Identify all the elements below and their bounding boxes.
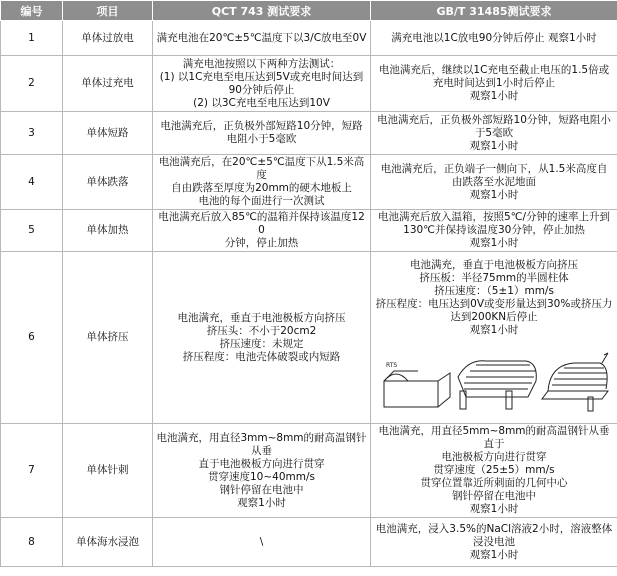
table-row [1,56,617,112]
requirement-line: 观察1小时 [469,188,519,201]
header-item: 项目 [63,1,153,21]
requirement-line: 挤压程度：电压达到0V或变形量达到30%或挤压力 [375,297,613,310]
requirement-line: 电池满充，浸入3.5%的NaCl溶液2小时，溶液整体 [375,522,613,535]
requirement-line: 观察1小时 [469,548,519,561]
requirement-line: 钢针停留在电池中 [452,490,536,502]
requirement-line: 电池的每个面进行一次测试 [198,195,325,207]
test-item-name: 单体加热 [63,210,153,252]
requirement-line: 挤压板：半径75mm的半圆柱体 [419,271,569,284]
requirement-line: 电池满充，垂直于电池极板方向挤压 [410,258,578,271]
requirement-line: 贯穿位置靠近所刺面的几何中心 [420,477,568,489]
requirement-line: 电阻小于5毫欧 [226,133,297,145]
requirement-line: 观察1小时 [469,237,519,249]
requirement-line: 挤压头：不小于20cm2 [206,324,317,337]
gbt-requirement [371,112,617,155]
gbt-requirement [371,210,617,252]
requirement-line: 由跌落至水泥地面 [452,175,536,188]
requirement-line: 自由跌落至厚度为20mm的硬木地板上 [171,182,352,194]
requirement-line: \ [259,535,264,548]
table-body [1,21,617,567]
requirement-line: 分钟，停止加热 [224,237,299,249]
requirement-line: 电池满充后，在20℃±5℃温度下从1.5米高度 [158,156,365,181]
requirement-line: 达到200KN后停止 [450,310,538,323]
table-row [1,424,617,518]
requirement-line: 130℃并保持该温度30分钟，停止加热 [403,224,585,236]
row-number: 8 [1,518,63,567]
gbt-requirement [371,21,617,56]
requirement-line: 满充电池在20℃±5℃温度下以3/C放电至0V [156,31,367,44]
table-row [1,21,617,56]
gbt-requirement [371,424,617,518]
table-row [1,518,617,567]
header-no: 编号 [1,1,63,21]
requirement-line: 电池极板方向进行贯穿 [441,451,547,463]
table-row [1,155,617,210]
requirement-line: 电池满充后，正负端子一侧向下，从1.5米高度自 [380,162,608,175]
requirement-line: 浸没电池 [473,535,515,548]
gbt-requirement [371,518,617,567]
requirement-line: 挤压速度：（5±1）mm/s [434,284,554,297]
requirement-line: 观察1小时 [469,90,519,102]
row-number: 4 [1,155,63,210]
requirement-line: 电池满充后，正负极外部短路10分钟，短路 [160,120,363,132]
test-item-name: 单体过充电 [63,56,153,112]
test-item-name: 单体挤压 [63,252,153,424]
table-row [1,252,617,424]
requirement-line: 贯穿速度10~40mm/s [208,470,315,483]
requirement-line: (2) 以3C充电至电压达到10V [193,96,330,109]
test-item-name: 单体跌落 [63,155,153,210]
requirement-line: 电池满充后，正负极外部短路10分钟，短路电阻小 [377,113,611,126]
test-item-name: 单体针刺 [63,424,153,518]
requirement-line: 电池满充后放入温箱，按照5℃/分钟的速率上升到 [377,211,610,223]
qct-requirement [153,155,371,210]
gbt-requirement [371,56,617,112]
requirement-line: 充电时间达到1小时后停止 [432,77,556,89]
requirement-line: 观察1小时 [469,503,519,515]
requirement-line: 观察1小时 [237,496,286,509]
crush-test-illustration [378,341,610,413]
requirement-line: 电池满充后放入85℃的温箱并保持该温度120 [158,211,365,236]
qct-requirement [153,21,371,56]
test-item-name: 单体海水浸泡 [63,518,153,567]
qct-requirement [153,424,371,518]
gbt-requirement [371,252,617,424]
requirement-line: 满充电池以1C放电90分钟后停止 观察1小时 [391,31,597,44]
table-header-row [1,1,617,21]
requirement-line: 贯穿速度（25±5）mm/s [433,464,555,476]
header-gbt: GB/T 31485测试要求 [371,1,617,21]
requirement-line: 挤压程度：电池壳体破裂或内短路 [182,350,341,363]
requirement-line: (1) 以1C充电至电压达到5V或充电时间达到 [159,70,364,83]
requirement-line: 观察1小时 [469,139,519,152]
requirement-line: 钢针停留在电池中 [219,483,304,496]
qct-requirement [153,252,371,424]
requirement-line: 电池满充，用直径3mm~8mm的耐高温钢针从垂 [156,431,367,457]
figure-label: RTS [386,361,398,369]
row-number: 2 [1,56,63,112]
requirement-line: 观察1小时 [469,323,519,336]
requirement-line: 电池满充，用直径5mm~8mm的耐高温钢针从垂直于 [378,425,610,450]
requirement-line: 挤压速度：未规定 [219,337,304,350]
row-number: 3 [1,112,63,155]
table-row [1,210,617,252]
gbt-requirement [371,155,617,210]
qct-requirement [153,56,371,112]
requirement-line: 90分钟后停止 [228,83,295,96]
row-number: 1 [1,21,63,56]
row-number: 7 [1,424,63,518]
row-number: 6 [1,252,63,424]
qct-requirement [153,112,371,155]
requirement-line: 直于电池极板方向进行贯穿 [198,457,325,470]
row-number: 5 [1,210,63,252]
requirement-line: 电池满充，垂直于电池极板方向挤压 [177,311,346,324]
requirement-line: 于5毫欧 [474,126,514,139]
requirement-line: 电池满充后，继续以1C充电至截止电压的1.5倍或 [378,64,610,76]
header-qct: QCT 743 测试要求 [153,1,371,21]
requirement-line: 满充电池按照以下两种方法测试： [182,57,341,70]
test-item-name: 单体过放电 [63,21,153,56]
qct-requirement [153,210,371,252]
qct-requirement [153,518,371,567]
test-item-name: 单体短路 [63,112,153,155]
table-row [1,112,617,155]
